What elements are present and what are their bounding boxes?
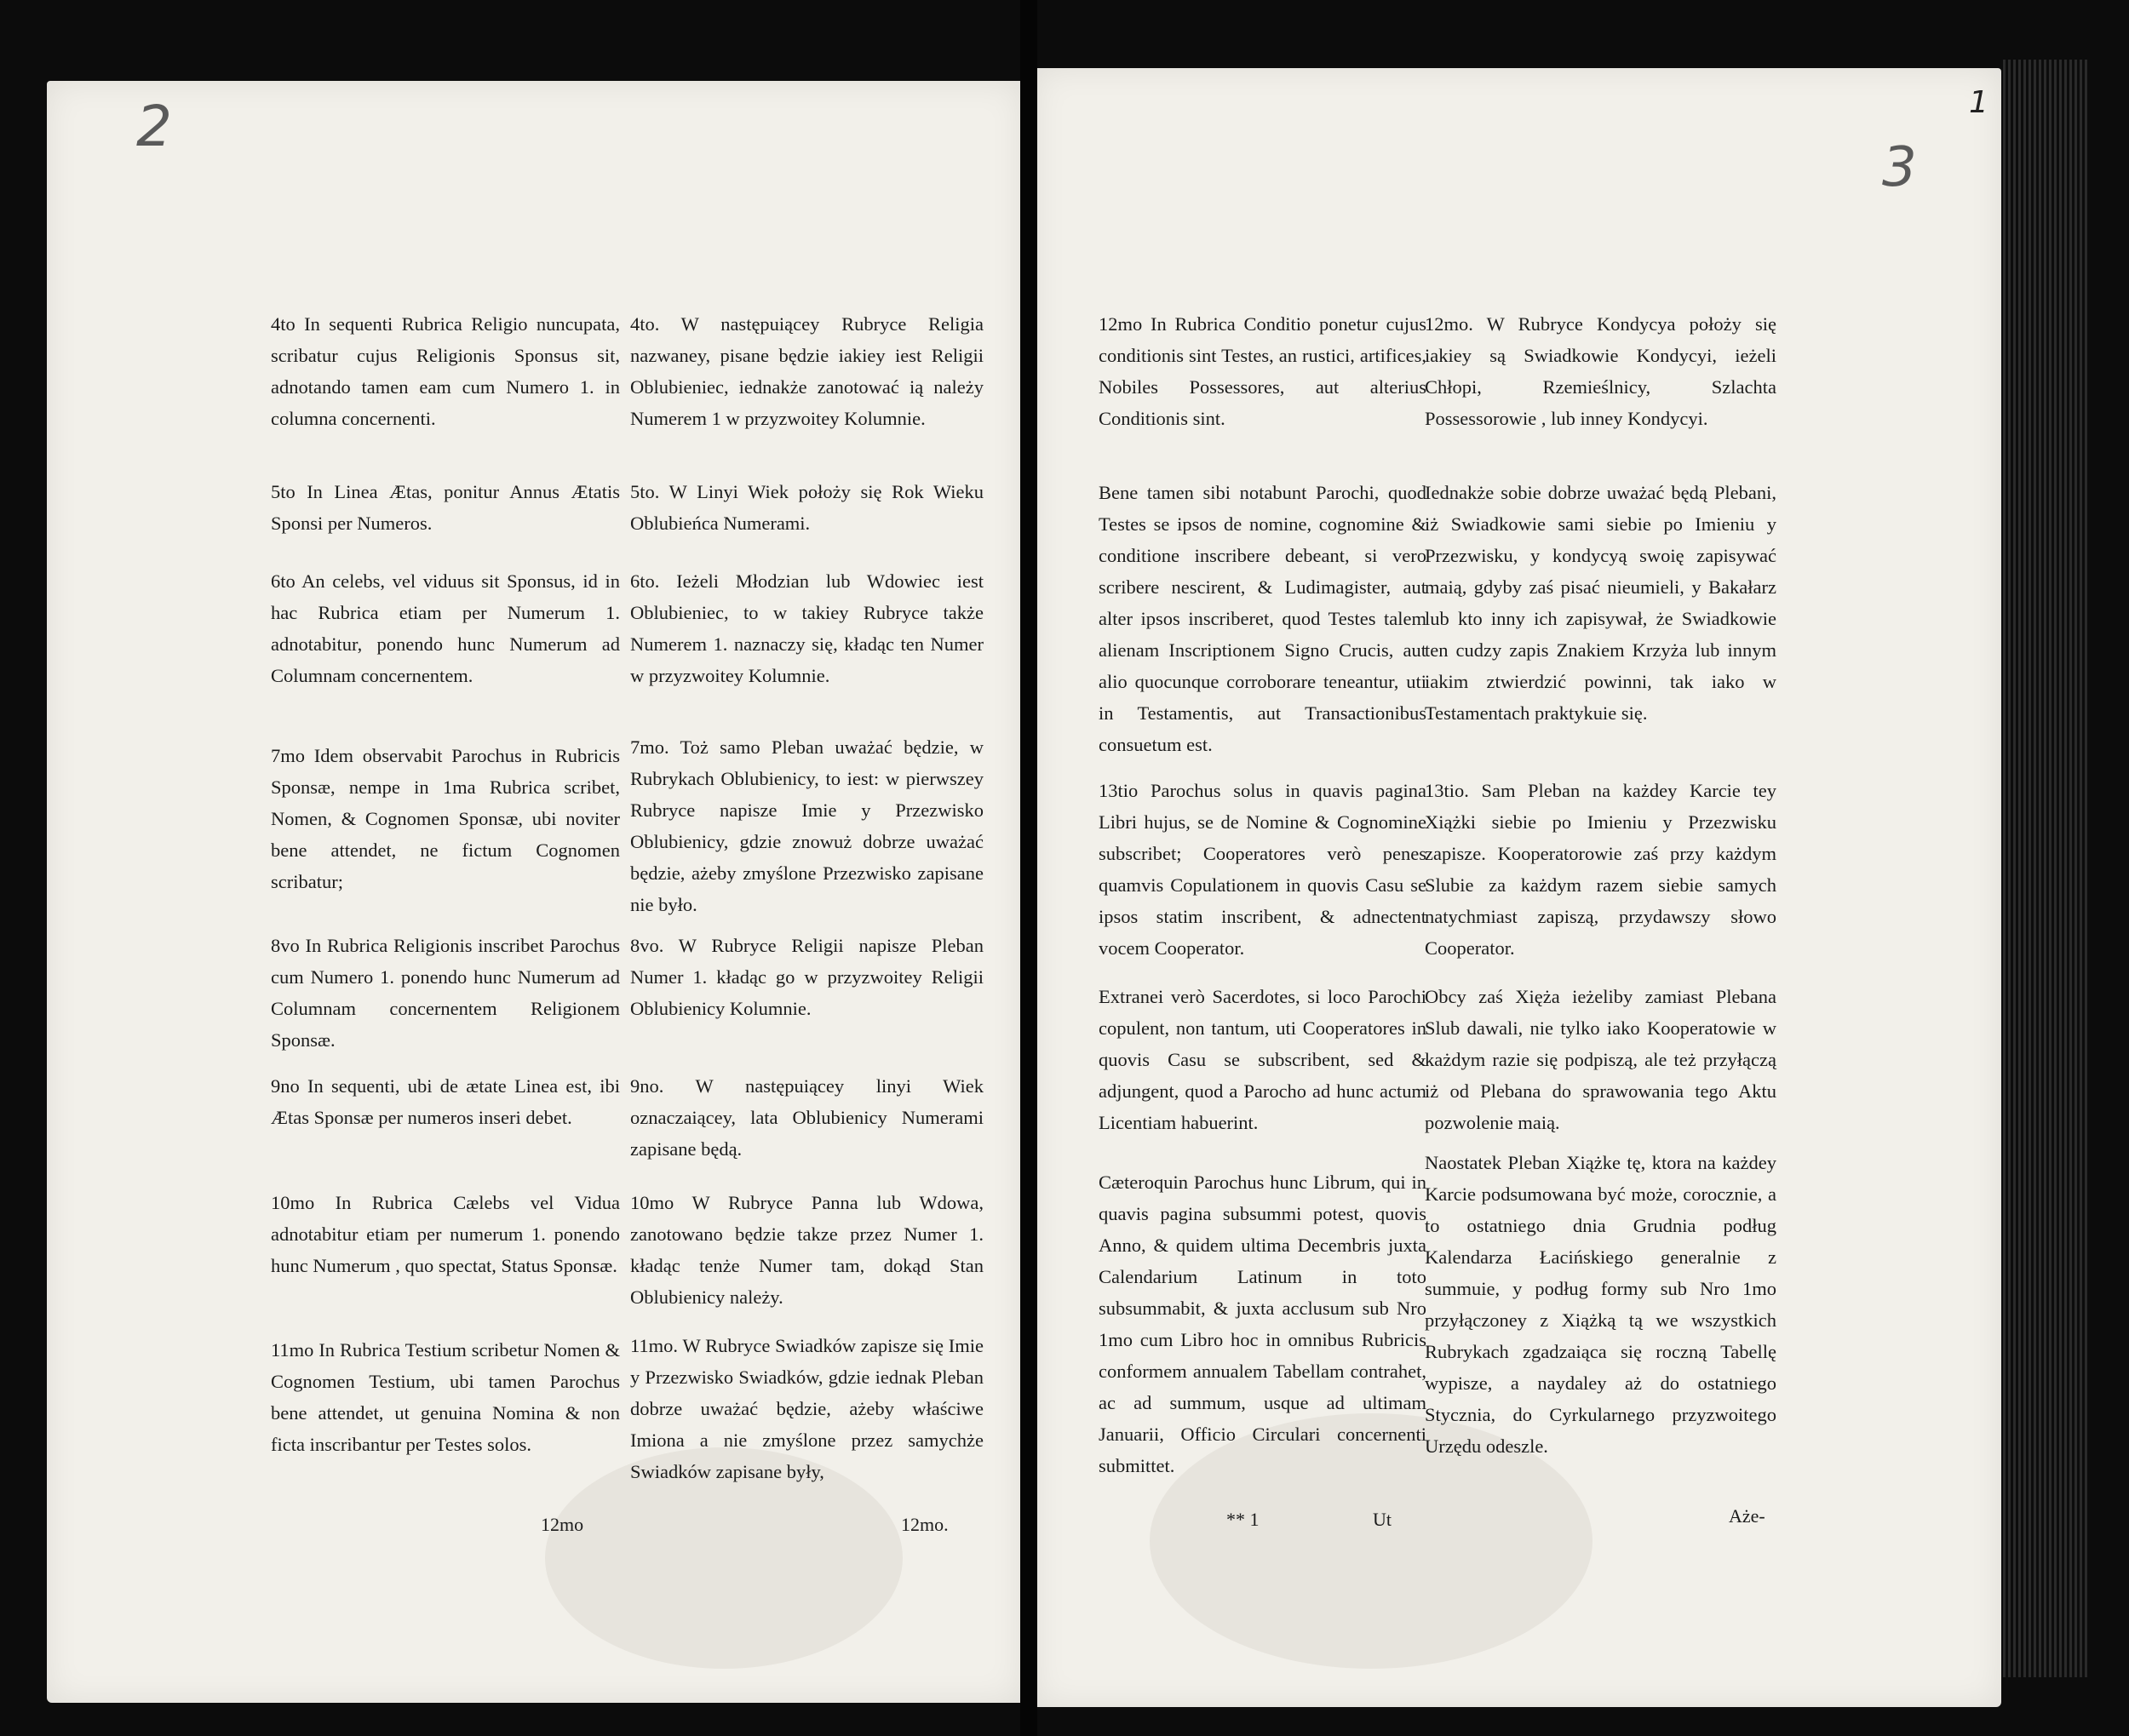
paragraph: 13tio Parochus solus in quavis pagina Libri hujus, se de Nomine & Cognomine subscribet; Cooperatores verò penes quamvis Copulationem in quovis Casu se ipsos statim inscribent, & adnectent vocem Cooperator. [1099, 780, 1426, 959]
catchword-right-polish: Aże- [1729, 1505, 1765, 1527]
paragraph: 8vo In Rubrica Religionis inscribet Parochus cum Numero 1. ponendo hunc Numerum ad Columnam concernentem Religionem Sponsæ. [271, 935, 620, 1051]
corner-note: 1 [1969, 85, 1988, 120]
paragraph: 11mo In Rubrica Testium scribetur Nomen & Cognomen Testium, ubi tamen Parochus bene attendet, ut genuina Nomina & non ficta inscribantur per Testes solos. [271, 1339, 620, 1455]
paragraph: 10mo In Rubrica Cælebs vel Vidua adnotabitur etiam per numerum 1. ponendo hunc Numerum , quo spectat, Status Sponsæ. [271, 1192, 620, 1276]
paragraph: 10mo W Rubryce Panna lub Wdowa, zanotowano będzie takze przez Numer 1. kładąc tenże Numer tam, dokąd Stan Oblubienicy należy. [630, 1192, 984, 1308]
paragraph: Bene tamen sibi notabunt Parochi, quod Testes se ipsos de nomine, cognomine & conditione inscribere debeant, si vero scribere nescirent, & Ludimagister, aut alter ipsos inscriberet, quod Testes talem alienam Inscriptionem Signo Crucis, aut alio quocunque corroborare teneantur, uti in Testamentis, aut Transactionibus consuetum est. [1099, 482, 1426, 755]
paragraph: 11mo. W Rubryce Swiadków zapisze się Imie y Przezwisko Swiadków, gdzie iednak Pleban dobrze uważać będzie, ażeby właściwe Imiona a nie zmyślone przez samychże Swiadków zapisane były, [630, 1335, 984, 1482]
paragraph: Naostatek Pleban Xiążke tę, ktora na każdey Karcie podsumowana być może, corocznie, a to ostatniego dnia Grudnia podług Kalendarza Łacińskiego generalnie z summuie, y podług formy sub Nro 1mo przyłączoney z Xiążką tą we wszystkich Rubrykach zgadzaiąca się roczną Tabellę wypisze, a naydaley aż do ostatniego Stycznia, do Cyrkularnego przyzwoitego Urzędu odeszle. [1425, 1152, 1776, 1457]
paragraph: 5to In Linea Ætas, ponitur Annus Ætatis Sponsi per Numeros. [271, 481, 620, 534]
paragraph: 4to. W następuiącey Rubryce Religia nazwaney, pisane będzie iakiey iest Religii Oblubieniec, iednakże zanotować ią należy Numerem 1 w przyzwoitey Kolumnie. [630, 313, 984, 429]
paragraph: 6to. Ieżeli Młodzian lub Wdowiec iest Oblubieniec, to w takiey Rubryce także Numerem 1. naznaczy się, kładąc ten Numer w przyzwoitey Kolumnie. [630, 570, 984, 686]
paragraph: 8vo. W Rubryce Religii napisze Pleban Numer 1. kładąc go w przyzwoitey Religii Oblubienicy Kolumnie. [630, 935, 984, 1019]
catchword-right-latin: Ut [1373, 1509, 1392, 1530]
page-number-note-right: 3 [1882, 136, 1917, 199]
paragraph: Extranei verò Sacerdotes, si loco Parochi copulent, non tantum, uti Cooperatores in quovis Casu se subscribent, sed & adjungent, quod a Parocho ad hunc actum Licentiam habuerint. [1099, 986, 1426, 1133]
paragraph: Obcy zaś Xięża ieżeliby zamiast Plebana Slub dawali, nie tylko iako Kooperatowie w każdym razie się podpiszą, ale też przyłączą iż od Plebana do sprawowania tego Aktu pozwolenie maią. [1425, 986, 1776, 1133]
paragraph: Cæteroquin Parochus hunc Librum, qui in quavis pagina subsummi potest, quovis Anno, & quidem ultima Decembris juxta Calendarium Latinum in toto subsummabit, & juxta acclusum sub Nro 1mo cum Libro hoc in omnibus Rubricis conformem annualem Tabellam contrahet, ac ad summum, usque ad ultimam Januarii, Officio Circulari concernenti submittet. [1099, 1172, 1426, 1476]
paragraph: 7mo. Toż samo Pleban uważać będzie, w Rubrykach Oblubienicy, to iest: w pierwszey Rubryce napisze Imie y Przezwisko Oblubienicy, gdzie znowuż dobrze uważać będzie, ażeby zmyślone Przezwisko zapisane nie było. [630, 736, 984, 915]
paragraph: 9no In sequenti, ubi de ætate Linea est, ibi Ætas Sponsæ per numeros inseri debet. [271, 1075, 620, 1128]
fore-edge [2003, 60, 2088, 1677]
paragraph: 7mo Idem observabit Parochus in Rubricis Sponsæ, nempe in 1ma Rubrica scribet, Nomen, & Cognomen Sponsæ, ubi noviter bene attendet, ne fictum Cognomen scribatur; [271, 745, 620, 892]
paragraph: 5to. W Linyi Wiek położy się Rok Wieku Oblubieńca Numerami. [630, 481, 984, 534]
catchword-left-latin: 12mo [541, 1514, 584, 1535]
paragraph: 6to An celebs, vel viduus sit Sponsus, id in hac Rubrica etiam per Numerum 1. adnotabitur, ponendo hunc Numerum ad Columnam concernentem. [271, 570, 620, 686]
paragraph: 9no. W następuiącey linyi Wiek oznaczaiącey, lata Oblubienicy Numerami zapisane będą. [630, 1075, 984, 1160]
paragraph: 12mo In Rubrica Conditio ponetur cujus conditionis sint Testes, an rustici, artifices, Nobiles Possessores, aut alterius Conditionis sint. [1099, 313, 1426, 429]
page-number-note-left: 2 [136, 94, 172, 159]
signature-mark: ** 1 [1226, 1509, 1260, 1530]
paragraph: Iednakże sobie dobrze uważać będą Plebani, iż Swiadkowie sami siebie po Imieniu y Przezwisku, y kondycyą swoię zapisywać maią, gdyby zaś pisać nieumieli, y Bakałarz lub kto inny ich zapisywał, że Swiadkowie ten cudzy zapis Znakiem Krzyża lub innym iakim ztwierdzić powinni, tak iako w Testamentach praktykuie się. [1425, 482, 1776, 724]
catchword-left-polish: 12mo. [901, 1514, 949, 1535]
paragraph: 13tio. Sam Pleban na każdey Karcie tey Xiążki siebie po Imieniu y Przezwisku zapisze. Kooperatorowie zaś przy każdym Slubie za każdym razem siebie samych natychmiast zapiszą, przydawszy słowo Cooperator. [1425, 780, 1776, 959]
paragraph: 4to In sequenti Rubrica Religio nuncupata, scribatur cujus Religionis Sponsus sit, adnotando tamen eam cum Numero 1. in columna concernenti. [271, 313, 620, 429]
gutter [1020, 0, 1037, 1736]
paragraph: 12mo. W Rubryce Kondycya położy się iakiey są Swiadkowie Kondycyi, ieżeli Chłopi, Rzemieślnicy, Szlachta Possessorowie , lub inney Kondycyi. [1425, 313, 1776, 429]
